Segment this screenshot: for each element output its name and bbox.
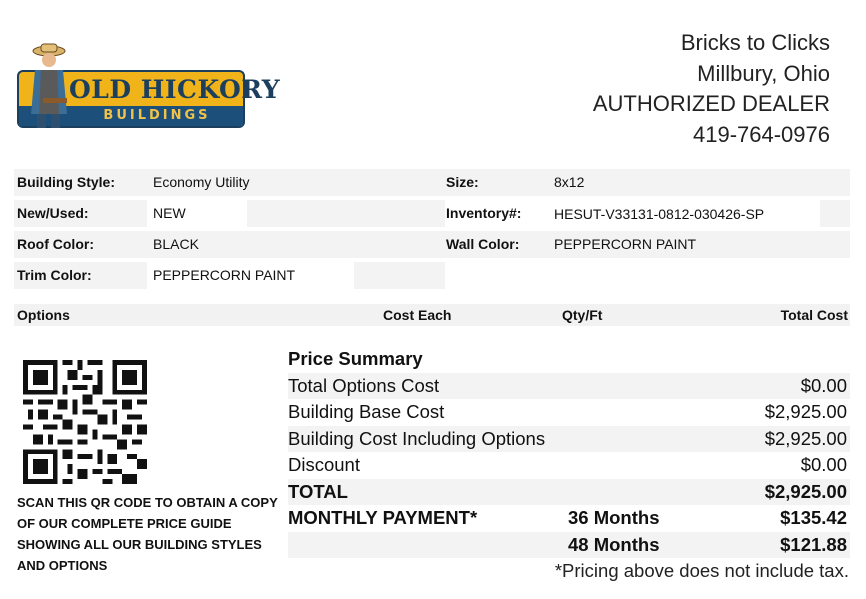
dealer-status: AUTHORIZED DEALER: [592, 91, 830, 116]
term-48-label: 48 Months: [568, 533, 660, 555]
row-shade: [247, 200, 445, 227]
inventory-value: HESUT-V33131-0812-030426-SP: [554, 206, 765, 222]
price-row-monthly-36: [288, 505, 850, 532]
monthly-payment-label: MONTHLY PAYMENT*: [288, 507, 478, 528]
total-cost-column-header: Total Cost: [780, 307, 848, 323]
new-used-value: NEW: [153, 205, 186, 221]
logo-subname: BUILDINGS: [103, 108, 211, 123]
size-label: Size:: [446, 174, 479, 190]
size-value: 8x12: [554, 174, 585, 190]
discount-value: $0.00: [800, 454, 847, 475]
price-row-monthly-48: [288, 532, 850, 559]
price-row-incl-options: [288, 426, 850, 453]
total-label: TOTAL: [288, 480, 348, 502]
incl-options-label: Building Cost Including Options: [288, 427, 546, 449]
price-row-discount: [288, 452, 850, 479]
price-row-total-options: [288, 373, 850, 400]
term-36-label: 36 Months: [568, 507, 660, 528]
price-summary-header: [288, 346, 850, 373]
qr-caption: SCAN THIS QR CODE TO OBTAIN A COPY OF OUR COMPLETE PRICE GUIDE SHOWING ALL OUR BUILDING STYLES AND OPTIONS: [17, 495, 278, 573]
old-hickory-logo: [15, 42, 281, 130]
payment-36-value: $135.42: [780, 507, 847, 528]
dealer-name: Bricks to Clicks: [680, 30, 830, 55]
price-row-base: [288, 399, 850, 426]
roof-color-label: Roof Color:: [17, 236, 94, 252]
building-style-label: Building Style:: [17, 174, 115, 190]
qr-code-icon[interactable]: [23, 360, 147, 484]
discount-label: Discount: [288, 454, 360, 475]
incl-options-value: $2,925.00: [764, 427, 847, 449]
price-summary-title: Price Summary: [288, 348, 423, 369]
info-row-style-size: [14, 169, 850, 196]
trim-color-label: Trim Color:: [17, 267, 92, 283]
row-shade: [14, 169, 850, 196]
roof-color-value: BLACK: [153, 236, 199, 252]
trim-color-value: PEPPERCORN PAINT: [153, 267, 296, 283]
wall-color-value: PEPPERCORN PAINT: [554, 236, 697, 252]
tax-note: *Pricing above does not include tax.: [554, 560, 849, 581]
info-row-roof-wall: [14, 231, 850, 258]
info-row-trim: [14, 262, 850, 289]
building-style-value: Economy Utility: [153, 174, 250, 190]
cost-each-column-header: Cost Each: [383, 307, 452, 323]
wall-color-label: Wall Color:: [446, 236, 520, 252]
price-row-total: [288, 479, 850, 506]
row-shade: [820, 200, 850, 227]
dealer-phone: 419-764-0976: [692, 121, 830, 147]
base-cost-value: $2,925.00: [764, 401, 847, 422]
dealer-info: [593, 28, 830, 150]
payment-48-value: $121.88: [780, 533, 847, 555]
dealer-city: Millbury, Ohio: [697, 60, 830, 86]
logo-name: OLD HICKORY: [69, 75, 281, 104]
total-options-value: $0.00: [800, 374, 847, 396]
inventory-label: Inventory#:: [446, 205, 522, 221]
total-value: $2,925.00: [764, 480, 847, 502]
new-used-label: New/Used:: [17, 205, 89, 221]
row-shade: [354, 262, 445, 289]
qty-column-header: Qty/Ft: [562, 307, 603, 323]
options-column-header: Options: [17, 307, 70, 323]
row-shade: [14, 231, 850, 258]
builder-figure-icon: [21, 42, 73, 130]
info-row-new-inventory: [14, 200, 850, 227]
total-options-label: Total Options Cost: [288, 374, 440, 396]
options-table-header: [14, 304, 850, 326]
base-cost-label: Building Base Cost: [288, 401, 445, 422]
